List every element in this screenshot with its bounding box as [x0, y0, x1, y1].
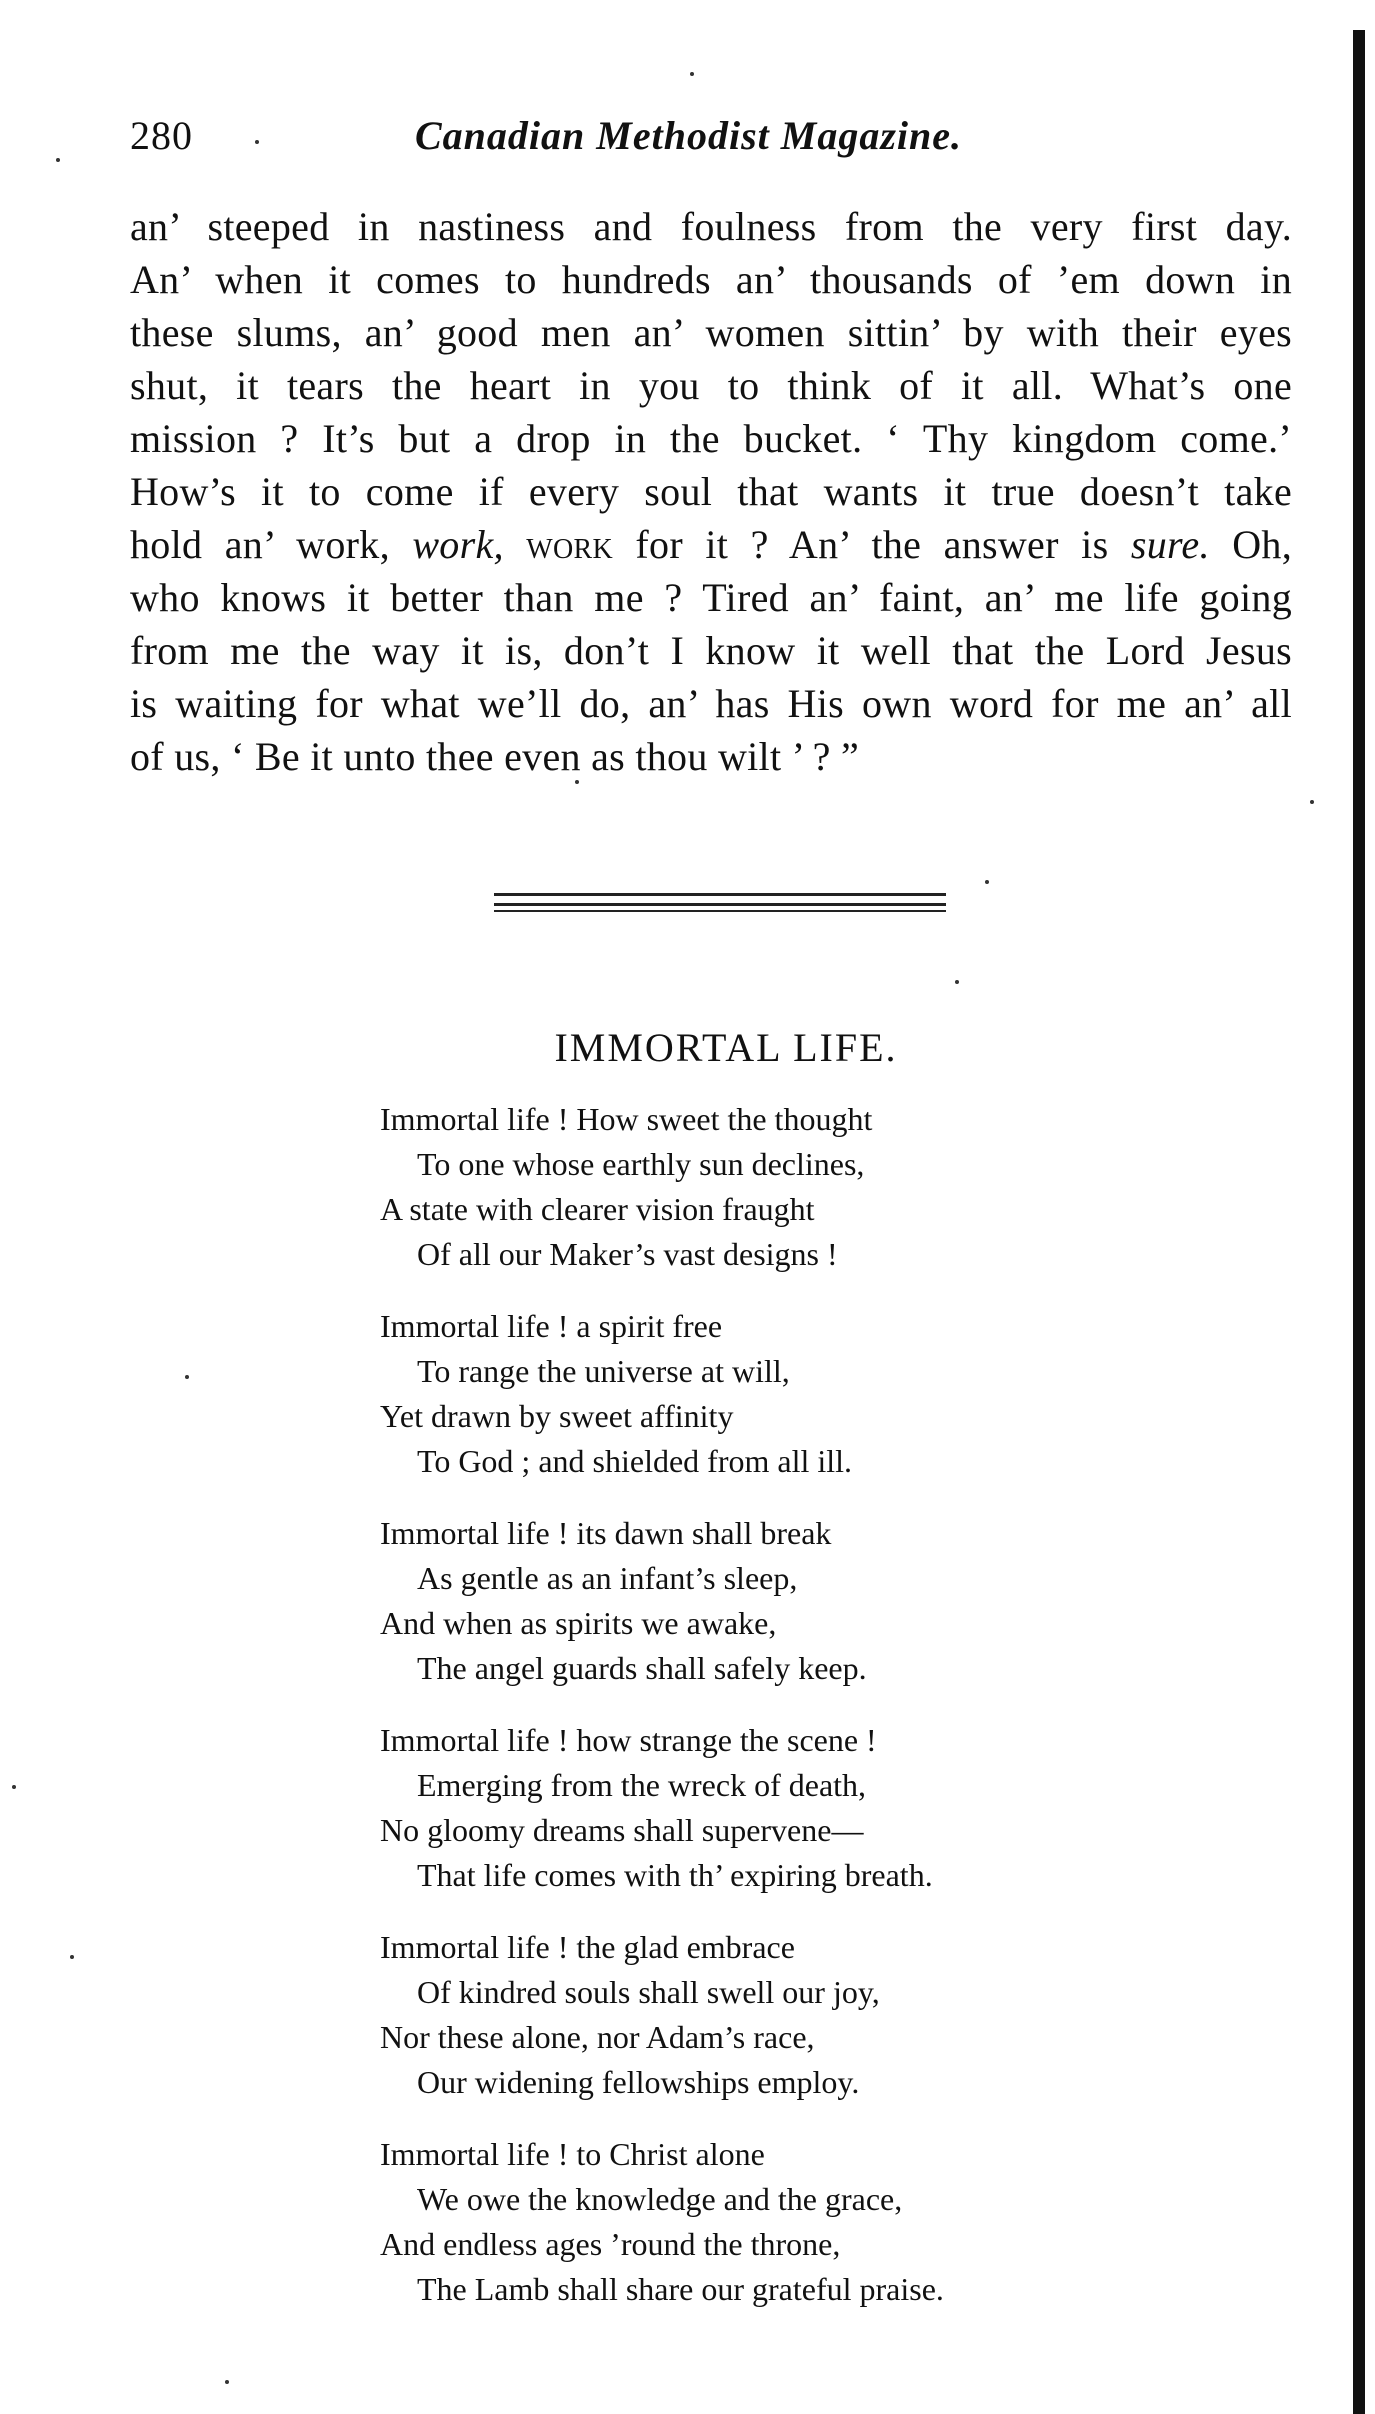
prose-line: from me the way it is, don’t I know it well that the Lord Jesus [130, 628, 1292, 673]
prose-line: an’ steeped in nastiness and foulness from the very first day. [130, 204, 1292, 249]
verse-line: And when as spirits we awake, [380, 1605, 777, 1641]
scan-speck [255, 140, 259, 144]
prose-paragraph [130, 200, 1292, 783]
prose-line: of us, ‘ Be it unto thee even as thou wilt ’ ? ” [130, 734, 860, 779]
prose-emphasis: sure. [1130, 522, 1210, 567]
verse-line: The Lamb shall share our grateful praise. [417, 2271, 944, 2307]
verse-line: Immortal life ! its dawn shall break [380, 1515, 832, 1551]
prose-segment: Oh, [1209, 522, 1292, 567]
prose-line: mission ? It’s but a drop in the bucket. ‘ Thy kingdom come.’ [130, 416, 1292, 461]
scan-speck [955, 980, 959, 984]
section-divider-rule [494, 910, 946, 912]
verse-line: Immortal life ! how strange the scene ! [380, 1722, 877, 1758]
scan-speck [56, 158, 60, 162]
scan-edge-shadow [1353, 30, 1365, 2414]
page-number: 280 [130, 113, 193, 158]
stanza [380, 1511, 1140, 1691]
verse-line: Immortal life ! a spirit free [380, 1308, 723, 1344]
verse-line: Yet drawn by sweet affinity [380, 1398, 734, 1434]
prose-line: these slums, an’ good men an’ women sittin’ by with their eyes [130, 310, 1292, 355]
verse-line: Emerging from the wreck of death, [417, 1767, 867, 1803]
verse-line: Nor these alone, nor Adam’s race, [380, 2019, 815, 2055]
verse-line: Of kindred souls shall swell our joy, [417, 1974, 880, 2010]
verse-line: Immortal life ! the glad embrace [380, 1929, 795, 1965]
scan-speck [12, 1785, 16, 1789]
prose-segment: for it ? An’ the answer is [612, 522, 1131, 567]
stanza [380, 2132, 1140, 2312]
scan-speck [185, 1375, 189, 1379]
prose-line: An’ when it comes to hundreds an’ thousands of ’em down in [130, 257, 1292, 302]
prose-line [130, 518, 1292, 571]
prose-line: How’s it to come if every soul that wants it true doesn’t take [130, 469, 1292, 514]
scan-speck [70, 1955, 74, 1959]
verse-line: We owe the knowledge and the grace, [417, 2181, 903, 2217]
verse-line: To range the universe at will, [417, 1353, 790, 1389]
prose-line: is waiting for what we’ll do, an’ has His own word for me an’ all [130, 681, 1292, 726]
poem [380, 1097, 1140, 2339]
scan-speck [225, 2380, 229, 2384]
verse-line: No gloomy dreams shall supervene— [380, 1812, 864, 1848]
verse-line: A state with clearer vision fraught [380, 1191, 815, 1227]
verse-line: To one whose earthly sun declines, [417, 1146, 865, 1182]
verse-line: To God ; and shielded from all ill. [417, 1443, 853, 1479]
prose-emphasis: work, [412, 522, 504, 567]
page-header [130, 112, 1050, 172]
verse-line: Our widening fellowships employ. [417, 2064, 860, 2100]
stanza [380, 1925, 1140, 2105]
verse-line: That life comes with th’ expiring breath. [417, 1857, 933, 1893]
verse-line: Of all our Maker’s vast designs ! [417, 1236, 838, 1272]
section-divider-rule [494, 903, 946, 906]
verse-line: Immortal life ! How sweet the thought [380, 1101, 873, 1137]
poem-title: IMMORTAL LIFE. [554, 1025, 898, 1070]
prose-segment: hold an’ work, [130, 522, 413, 567]
prose-line: who knows it better than me ? Tired an’ faint, an’ me life going [130, 575, 1292, 620]
stanza [380, 1304, 1140, 1484]
verse-line: The angel guards shall safely keep. [417, 1650, 867, 1686]
scan-speck [985, 880, 989, 884]
verse-line: As gentle as an infant’s sleep, [417, 1560, 798, 1596]
verse-line: And endless ages ’round the throne, [380, 2226, 841, 2262]
prose-line: shut, it tears the heart in you to think of it all. What’s one [130, 363, 1292, 408]
scan-speck [575, 780, 579, 784]
prose-small-caps: work [503, 522, 613, 567]
running-title: Canadian Methodist Magazine. [415, 113, 963, 158]
section-divider-rule [494, 893, 946, 896]
stanza [380, 1718, 1140, 1898]
stanza [380, 1097, 1140, 1277]
verse-line: Immortal life ! to Christ alone [380, 2136, 765, 2172]
scan-speck [690, 72, 694, 76]
scan-speck [1310, 800, 1314, 804]
